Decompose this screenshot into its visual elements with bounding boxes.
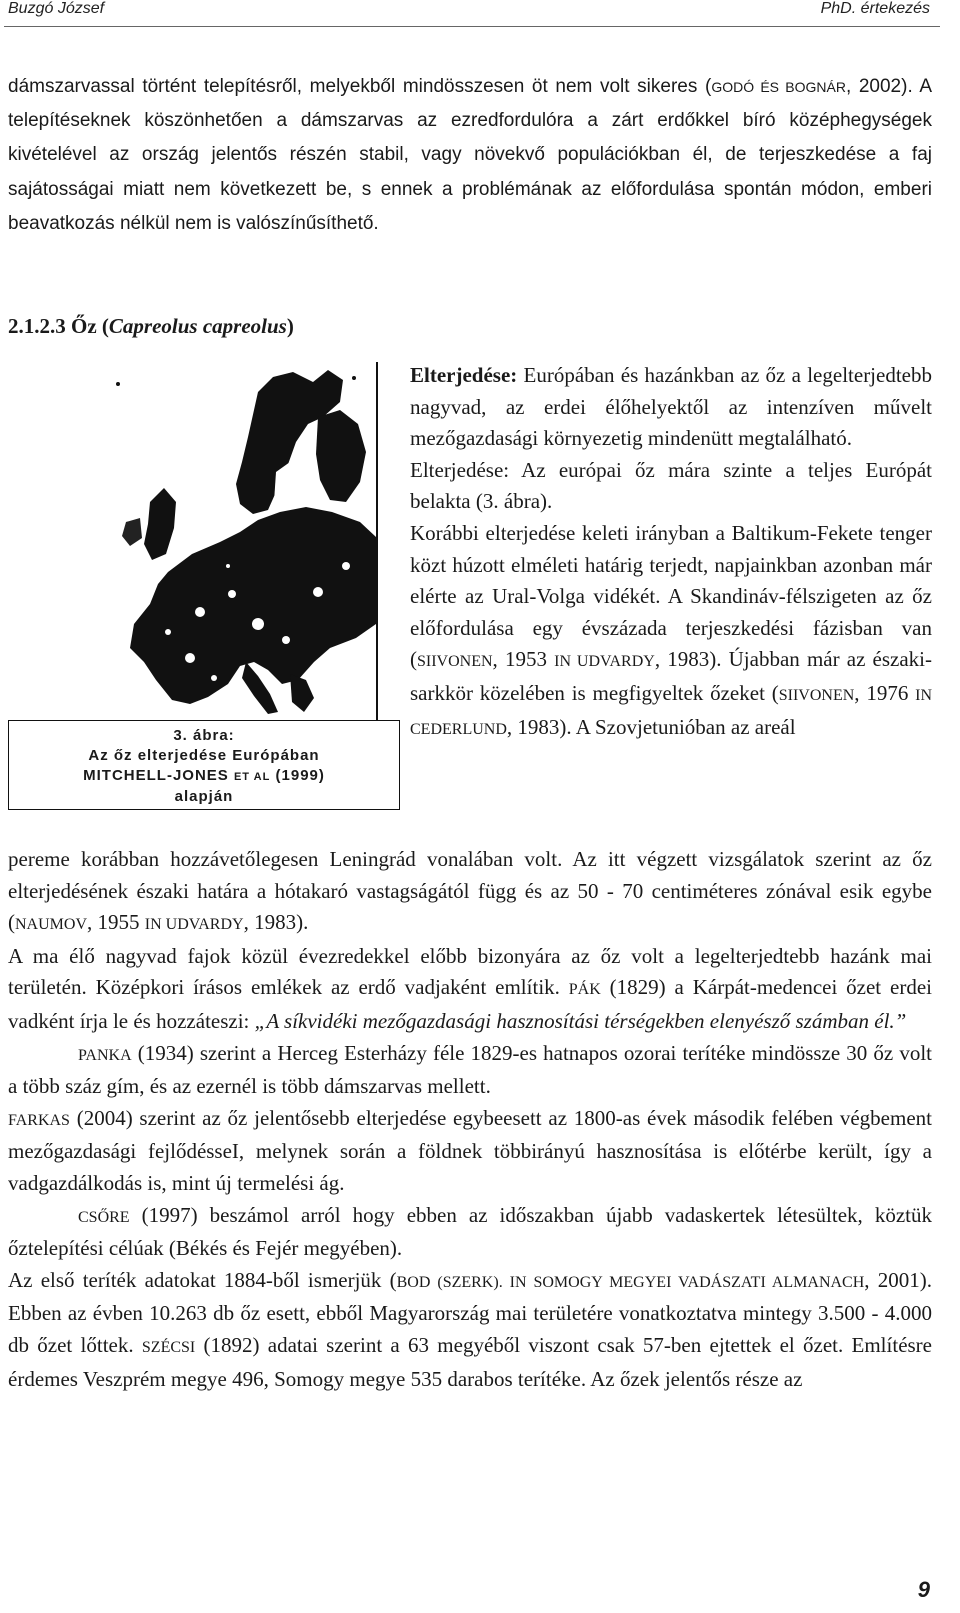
body-paragraph-6 [8,1265,932,1395]
side-p3-text-d: , 1976 [854,680,916,705]
body-p2-text-b: (1829) a Kárpát-medencei őzet erdei vadként írja le és hozzáteszi: [8,975,932,1033]
body-p1-text-a: pereme korábban hozzávetőlegesen Leningrád vonalában volt. Az itt végzett vizsgálatok szerint az őz elterjedésének északi határa a hótakaró vastagságától függ és az 50 - 70 centiméteres zónával esik egybe ( [8,847,932,935]
citation-farkas: FARKAS [8,1111,70,1129]
body-text-block [8,844,932,1395]
body-paragraph-5 [8,1200,932,1265]
europe-map-image [108,362,376,720]
body-p1-text-b: , 1955 [87,910,145,935]
side-p3-text-b: , 1953 [492,647,555,672]
body-paragraph-4 [8,1103,932,1200]
citation-siivonen-1976: SIIVONEN [778,686,855,704]
caption-line-4: alapján [174,788,234,805]
citation-godo-bognar: GODÓ ÉS BOGNÁR [711,79,846,95]
side-paragraph-2: Elterjedése: Az európai őz mára szinte a teljes Európát belakta (3. ábra). [410,457,932,514]
heading-prefix: 2.1.2.3 Őz ( [8,314,109,338]
side-paragraph-3 [410,518,932,745]
citation-panka: PANKA [78,1046,132,1064]
page-header [0,0,960,40]
citation-pak: PÁK [568,981,601,999]
body-p5-text: (1997) beszámol arról hogy ebben az időszakban újabb vadaskertek létesültek, köztük őztelepítési célúak (Békés és Fejér megyében). [8,1202,932,1261]
header-rule [4,26,940,27]
body-p6-text-a: Az első teríték adatokat 1884-ből ismerjük ( [8,1267,397,1292]
figure-3 [8,362,402,810]
header-author: Buzgó József [8,0,105,17]
caption-line-2: Az őz elterjedése Európában [88,747,320,764]
side-paragraph-1 [410,360,932,455]
side-p3-text-c: , 1983). Újabban már az északi-sarkkör közelében is megfigyeltek őzeket ( [410,647,933,705]
caption-author: MITCHELL-JONES [83,767,234,784]
page-number: 9 [917,1577,930,1602]
citation-naumov: NAUMOV [15,916,87,934]
intro-paragraph [8,70,932,241]
citation-cederlund: IN CEDERLUND [410,686,933,738]
citation-siivonen-1953: SIIVONEN [417,653,493,671]
citation-bod-almanach: BOD (SZERK). IN SOMOGY MEGYEI VADÁSZATI ALMANACH [396,1273,865,1291]
body-paragraph-2 [8,941,932,1038]
figure-caption [8,720,400,810]
header-doc-type: PhD. értekezés [820,0,930,17]
body-p4-text: (2004) szerint az őz jelentősebb elterjedése egybeesett az 1800-as évek második felében végbement mezőgazdasági fejlődésseI, melynek során a földnek többirányú hasznosítása is előtérbe került, így a vadgazdálkodás is, mint új termelési ág. [8,1105,932,1195]
body-paragraph-1 [8,844,932,941]
side-p3-text-e: , 1983). A Szovjetunióban az areál [506,714,796,739]
body-p2-text-a: A ma élő nagyvad fajok közül évezredekkel előbb bizonyára az őz volt a legelterjedtebb hazánk mai területén. Középkori írásos emlékek az erdő vadjaként említik. [8,943,932,1000]
intro-text-1: dámszarvassal történt telepítésről, melyekből mindösszesen öt nem volt sikeres ( [8,76,712,97]
heading-suffix: ) [286,314,294,338]
citation-csore: CSŐRE [78,1208,130,1226]
heading-latin-name: Capreolus capreolus [108,314,287,338]
side-p1-text: Európában és hazánkban az őz a legelterjedtebb nagyvad, az erdei élőhelyektől az intenzíven művelt mezőgazdasági környezetig mindenütt megtalálható. [410,363,932,451]
body-p1-text-c: , 1983). [243,910,309,935]
side-text-block [410,360,932,745]
body-paragraph-3 [8,1038,932,1103]
caption-line-1: 3. ábra: [173,727,235,744]
citation-udvardy: IN UDVARDY [554,653,655,671]
side-p3-text-a: Korábbi elterjedése keleti irányban a Baltikum-Fekete tenger közt húzott elméleti határig terjedt, napjainkban azonban már elérte az Ural-Volga vidékét. A Skandináv-félszigeten az őz előfordulása egy évszázada terjeszkedési fázisban van ( [410,520,932,672]
caption-et-al: ET AL [233,771,271,783]
side-p1-label: Elterjedése: [410,363,518,387]
intro-text-2: , 2002). A telepítéseknek köszönhetően a dámszarvas az ezredfordulóra a zárt erdőkkel bíró középhegységek kivételével az ország jelentős részén stabil, vagy növekvő populációkban él, de terjeszkedése a faj sajátosságai miatt nem következett be, s ennek a problémának az előfordulása spontán módon, emberi beavatkozás nélkül nem is valószínűsíthető. [8,76,932,234]
body-p6-text-b: , 2001). Ebben az évben 10.263 db őz esett, ebből Magyarország mai területére vonatkoztatva mintegy 3.500 - 4.000 db őzet lőttek. [8,1267,932,1357]
europe-distribution-map [108,362,378,722]
pak-quote: „A síkvidéki mezőgazdasági hasznosítási térségekben elenyésző számban él.” [254,1008,907,1033]
citation-szecsi: SZÉCSI [141,1338,196,1356]
caption-year: (1999) [270,767,325,784]
body-p3-text: (1934) szerint a Herceg Esterházy féle 1829-es hatnapos ozorai terítéke mindössze 30 őz volt a több száz gím, és az ezernél is több dámszarvas mellett. [8,1040,932,1099]
section-heading [8,314,294,339]
caption-line-3 [9,766,399,787]
citation-udvardy-2: IN UDVARDY [144,916,244,934]
body-p6-text-c: (1892) adatai szerint a 63 megyéből viszont csak 57-ben ejtettek el őzet. Említésre érdemes Veszprém megye 496, Somogy megye 535 darabos terítéke. Az őzek jelentős része az [8,1332,932,1391]
